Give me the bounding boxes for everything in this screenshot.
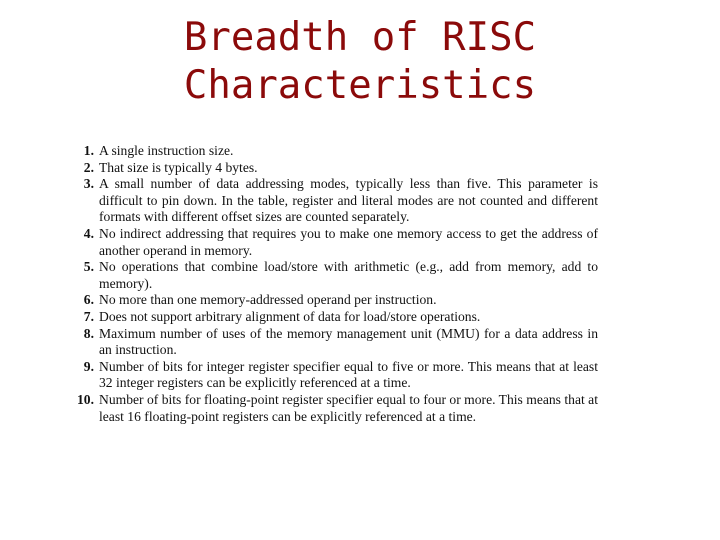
item-text: Maximum number of uses of the memory management unit (MMU) for a data address in an instruction. xyxy=(99,325,598,358)
list-item xyxy=(74,160,598,177)
list-item xyxy=(74,309,598,326)
slide-title-line-1: Breadth of RISC xyxy=(183,15,537,60)
item-number: 9. xyxy=(83,358,94,374)
item-number: 3. xyxy=(83,176,94,192)
item-text: A small number of data addressing modes, typically less than five. This parameter is difficult to pin down. In the table, register and literal modes are not counted and different formats with different offset sizes are counted separately. xyxy=(99,176,598,225)
list-item xyxy=(74,259,598,292)
list-item xyxy=(74,326,598,359)
item-number: 7. xyxy=(83,308,94,324)
item-text: Does not support arbitrary alignment of data for load/store operations. xyxy=(99,308,481,324)
item-text: No more than one memory-addressed operand per instruction. xyxy=(99,292,437,308)
list-item xyxy=(74,176,598,226)
item-text: Number of bits for integer register specifier equal to five or more. This means that at least 32 integer registers can be explicitly referenced at a time. xyxy=(99,358,598,391)
item-text: That size is typically 4 bytes. xyxy=(99,159,258,175)
characteristics-list xyxy=(74,143,598,425)
list-item xyxy=(74,292,598,309)
list-item xyxy=(74,226,598,259)
item-number: 2. xyxy=(83,159,94,175)
item-number: 6. xyxy=(83,292,94,308)
slide-title-line-2: Characteristics xyxy=(183,63,537,108)
item-number: 8. xyxy=(83,325,94,341)
slide-title xyxy=(0,14,720,110)
item-number: 1. xyxy=(83,143,94,158)
item-number: 4. xyxy=(83,225,94,241)
list-item xyxy=(74,359,598,392)
list-item xyxy=(74,143,598,160)
item-text: A single instruction size. xyxy=(99,143,234,158)
item-number: 10. xyxy=(77,391,94,407)
item-text: Number of bits for floating-point register specifier equal to four or more. This means that at least 16 floating-point registers can be explicitly referenced at a time. xyxy=(99,391,598,424)
list-item xyxy=(74,392,598,425)
item-text: No operations that combine load/store with arithmetic (e.g., add from memory, add to memory). xyxy=(99,259,598,291)
item-number: 5. xyxy=(83,259,94,275)
item-text: No indirect addressing that requires you to make one memory access to get the address of another operand in memory. xyxy=(99,225,598,258)
